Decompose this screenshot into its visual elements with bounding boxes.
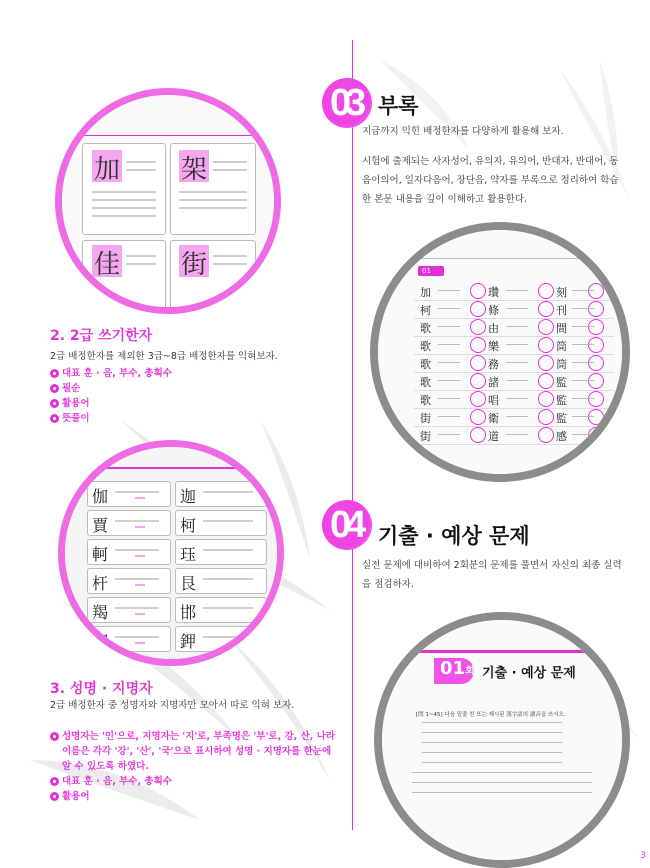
feature-item: 대표 훈 · 음, 부수, 총획수 — [50, 366, 340, 381]
table-row — [414, 390, 614, 409]
page-number: 3 — [640, 851, 646, 861]
hanja-glyph: 邯 — [180, 603, 197, 622]
hanja-glyph: 歌 — [420, 340, 431, 353]
hanja-glyph: 加 — [420, 286, 431, 299]
hanja-glyph: 柯 — [420, 304, 431, 317]
hanja-glyph: 架 — [181, 155, 208, 185]
round-number: 01 — [440, 658, 466, 679]
exam-line — [412, 792, 592, 793]
exam-line — [422, 722, 562, 723]
feature-item: 필순 — [50, 381, 340, 396]
table-row — [414, 300, 614, 319]
hanja-glyph: 監 — [556, 412, 567, 425]
section-heading-appendix: 부록 — [378, 94, 419, 118]
feature-item: 활용어 — [50, 789, 340, 804]
hanja-glyph: 樂 — [488, 340, 499, 353]
hanja-glyph: 鉀 — [180, 632, 197, 651]
feature-list — [50, 729, 340, 804]
table-row — [414, 426, 614, 445]
round-suffix: 회 — [465, 666, 475, 677]
hanja-glyph: 由 — [488, 322, 499, 335]
hanja-glyph: 佳 — [94, 250, 121, 280]
hanja-glyph: 筒 — [556, 340, 567, 353]
hanja-glyph: 街 — [420, 430, 431, 443]
hanja-glyph: 街 — [181, 250, 208, 280]
section-description: 2급 배정한자를 제외한 3급~8급 배정한자를 익혀보자. — [50, 351, 278, 362]
hanja-glyph: 歌 — [420, 376, 431, 389]
exam-line — [422, 742, 562, 743]
hanja-glyph: 刊 — [556, 304, 567, 317]
hanja-glyph: 諸 — [488, 376, 499, 389]
hanja-glyph: 岬 — [92, 632, 109, 651]
preview-circle-name-place-hanja — [58, 440, 284, 666]
preview-circle-writing-hanja — [55, 88, 281, 314]
section-description: 실전 문제에 대비하여 2회분의 문제를 풀면서 자신의 최종 실력을 점검하자. — [362, 560, 622, 590]
hanja-glyph: 刻 — [556, 286, 567, 299]
hanja-glyph: 條 — [488, 304, 499, 317]
preview-circle-appendix — [370, 222, 630, 482]
hanja-glyph: 歌 — [420, 322, 431, 335]
hanja-glyph: 唱 — [488, 394, 499, 407]
table-row — [414, 408, 614, 427]
hanja-glyph: 間 — [556, 322, 567, 335]
appendix-page-thumbnail: 01 加 瓚 刻 柯 條 刊 歌 由 間 歌 樂 筒 歌 務 筒 歌 諸 監 歌 唱 監 街 衛 監 街 道 感 — [378, 230, 622, 474]
section-title-writing-hanja: 2. 2급 쓰기한자 — [50, 328, 153, 344]
hanja-glyph: 瓚 — [488, 286, 499, 299]
name-place-page-thumbnail — [65, 447, 277, 659]
hanja-glyph: 迦 — [180, 487, 197, 506]
hanja-glyph: 務 — [488, 358, 499, 371]
exam-line — [422, 752, 562, 753]
hanja-glyph: 街 — [420, 412, 431, 425]
hanja-glyph: 衛 — [488, 412, 499, 425]
hanja-glyph: 監 — [556, 376, 567, 389]
hanja-glyph: 伽 — [92, 487, 109, 506]
hanja-glyph: 歌 — [420, 394, 431, 407]
hanja-glyph: 筒 — [556, 358, 567, 371]
preview-circle-exam — [374, 612, 630, 868]
section-heading-past-exams: 기출 · 예상 문제 — [378, 524, 530, 548]
section-description: 시험에 출제되는 사자성어, 유의자, 유의어, 반대자, 반대어, 동음이의어, 일자다음어, 장단음, 약자를 부록으로 정리하여 학습한 본문 내용을 깊이 이해하고 활용한다. — [362, 156, 619, 205]
hanja-glyph: 杆 — [92, 574, 109, 593]
table-row — [414, 318, 614, 337]
hanja-glyph: 監 — [556, 394, 567, 407]
section-title-name-place: 3. 성명 · 지명자 — [50, 681, 153, 697]
feature-item: 활용어 — [50, 396, 340, 411]
feature-item: 대표 훈 · 음, 부수, 총획수 — [50, 774, 340, 789]
hanja-glyph: 艮 — [180, 574, 197, 593]
exam-question: [問 1~45] 다음 밑줄 친 또는 제시된 漢字語의 讀音을 쓰시오. — [416, 712, 566, 718]
table-row — [414, 282, 614, 301]
feature-list — [50, 366, 340, 426]
table-row — [414, 354, 614, 373]
hanja-glyph: 道 — [488, 430, 499, 443]
exam-line — [412, 782, 592, 783]
exam-title: 기출 · 예상 문제 — [482, 666, 576, 681]
hanja-glyph: 柯 — [180, 516, 197, 535]
section-intro: 지금까지 익힌 배정한자를 다양하게 활용해 보자. — [362, 126, 564, 137]
feature-item: 뜻풀이 — [50, 411, 340, 426]
hanja-glyph: 感 — [556, 430, 567, 443]
hanja-glyph: 珏 — [180, 545, 197, 564]
writing-hanja-page-thumbnail — [62, 95, 274, 307]
exam-line — [412, 772, 592, 773]
hanja-glyph: 加 — [94, 155, 121, 185]
exam-line — [422, 732, 562, 733]
hanja-glyph: 羯 — [92, 603, 109, 622]
section-description: 2급 배정한자 중 성명자와 지명자만 모아서 따로 익혀 보자. — [50, 700, 295, 711]
exam-line — [422, 762, 562, 763]
hanja-glyph: 歌 — [420, 358, 431, 371]
hanja-glyph: 軻 — [92, 545, 109, 564]
table-row — [414, 336, 614, 355]
center-divider — [352, 40, 353, 830]
table-row — [414, 372, 614, 391]
exam-page-thumbnail — [382, 620, 622, 860]
feature-item: 성명자는 '인'으로, 지명자는 '지'로, 부족명은 '부'로, 강, 산, 나라이름은 각각 '강', '산', '국'으로 표시하여 성명 · 지명자를 한눈에 알 수 있도록 하였다. — [50, 729, 340, 774]
hanja-glyph: 賈 — [92, 516, 109, 535]
